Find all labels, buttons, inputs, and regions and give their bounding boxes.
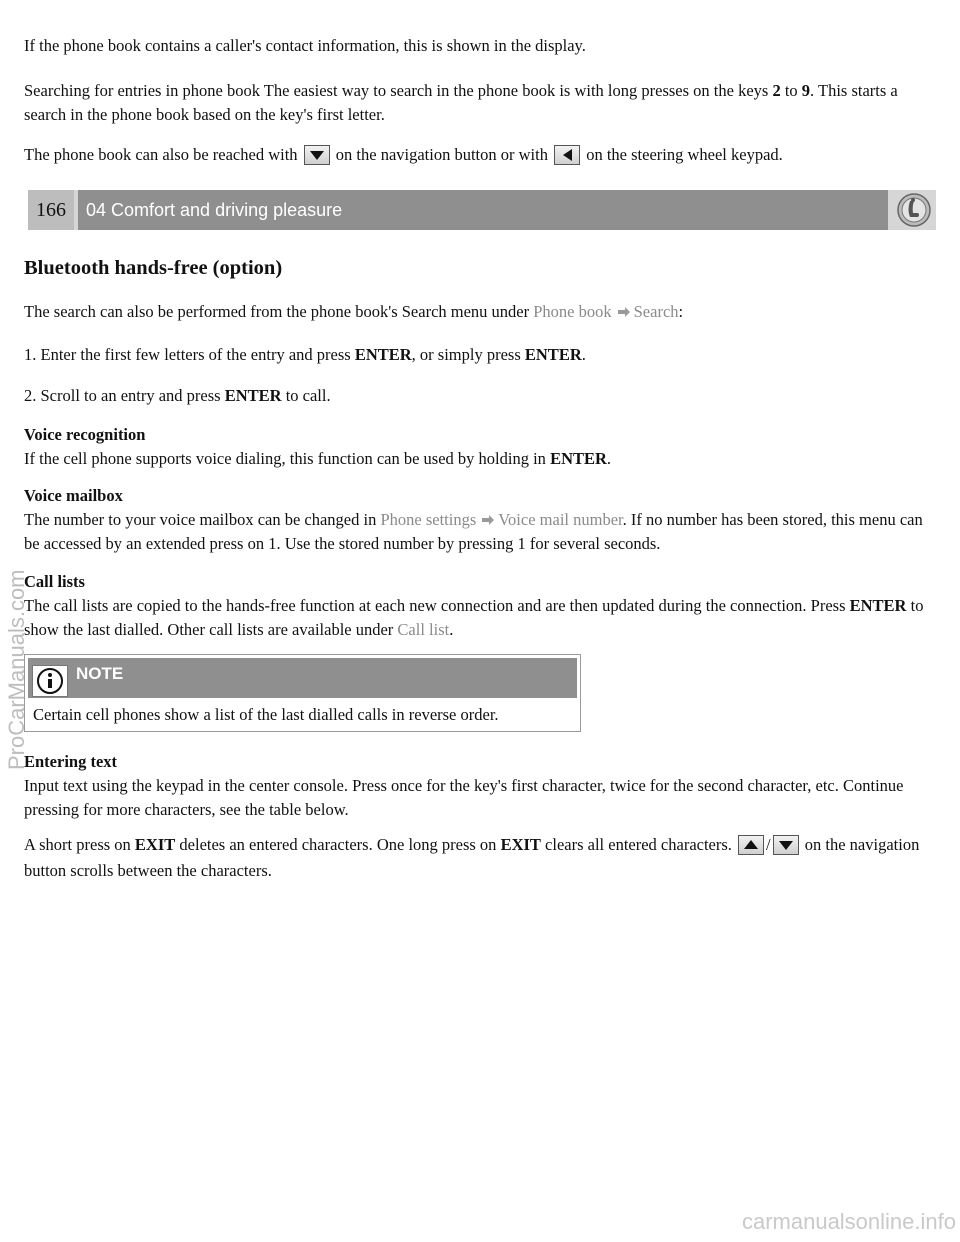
note-box [24,654,581,732]
watermark-left-text: ProCarManuals.com [4,569,29,770]
watermark-bottom: carmanualsonline.info [741,1209,956,1234]
watermark-left [2,470,32,770]
menu-path-arrow-icon [480,513,496,527]
entering-text-block: Entering text Input text using the keypad in the center console. Press once for the key's first character, twice for the second character, etc. Continue pressing for more characters, see the table below. [24,750,936,822]
key-2: 2 [772,81,781,100]
exit-key-paragraph: A short press on EXIT deletes an entered characters. One long press on EXIT clears all entered characters. / on the navigation button scrolls between the characters. [24,835,920,880]
key-9: 9 [801,81,811,100]
down-arrow-key-icon [304,145,330,165]
left-arrow-key-icon [554,145,580,165]
call-lists-heading: Call lists [24,572,85,591]
down-arrow-key-icon [773,835,799,855]
note-text: Certain cell phones show a list of the last dialled calls in reverse order. [33,705,499,724]
note-header [28,658,577,698]
intro-paragraph-2: Searching for entries in phone book The easiest way to search in the phone book is with long presses on the keys 2 to 9. This starts a search in the phone book based on the key's first letter. [24,81,898,124]
info-icon [32,665,68,697]
voice-recognition-heading: Voice recognition [24,425,146,444]
seat-comfort-icon [896,192,932,228]
menu-call-list: Call list [397,620,450,639]
note-label: NOTE [76,664,124,683]
intro-paragraph-1: If the phone book contains a caller's contact information, this is shown in the display. [24,36,586,55]
intro-paragraph-3: The phone book can also be reached with on the navigation button or with on the steering wheel keypad. [24,145,783,164]
menu-phone-book: Phone book [533,302,612,321]
chapter-header-bar [28,190,936,230]
search-menu-paragraph: The search can also be performed from the phone book's Search menu under Phone book Search: [24,302,684,321]
entering-text-heading: Entering text [24,752,118,771]
voice-mailbox-heading: Voice mailbox [24,486,123,505]
menu-voice-mail-number: Voice mail number [498,510,623,529]
voice-recognition-block: Voice recognition If the cell phone supports voice dialing, this function can be used by holding in ENTER. [24,423,936,471]
call-lists-block: Call lists The call lists are copied to the hands-free function at each new connection and are then updated during the connection. Press ENTER to show the last dialled. Other call lists are available under Call list. [24,570,936,642]
menu-path-arrow-icon [616,305,632,319]
voice-mailbox-block: Voice mailbox The number to your voice mailbox can be changed in Phone settings Voice mail number. If no number has been stored, this menu can be accessed by an extended press on 1. Use the stored number by pressing 1 for several seconds. [24,484,936,556]
menu-search: Search [633,302,679,321]
page-number: 166 [28,190,74,230]
step-1-paragraph: 1. Enter the first few letters of the entry and press ENTER, or simply press ENTER. [24,345,586,364]
chapter-title: 04 Comfort and driving pleasure [78,190,888,230]
step-2-paragraph: 2. Scroll to an entry and press ENTER to call. [24,386,331,405]
menu-phone-settings: Phone settings [380,510,477,529]
section-title: Bluetooth hands-free (option) [24,257,283,279]
up-arrow-key-icon [738,835,764,855]
